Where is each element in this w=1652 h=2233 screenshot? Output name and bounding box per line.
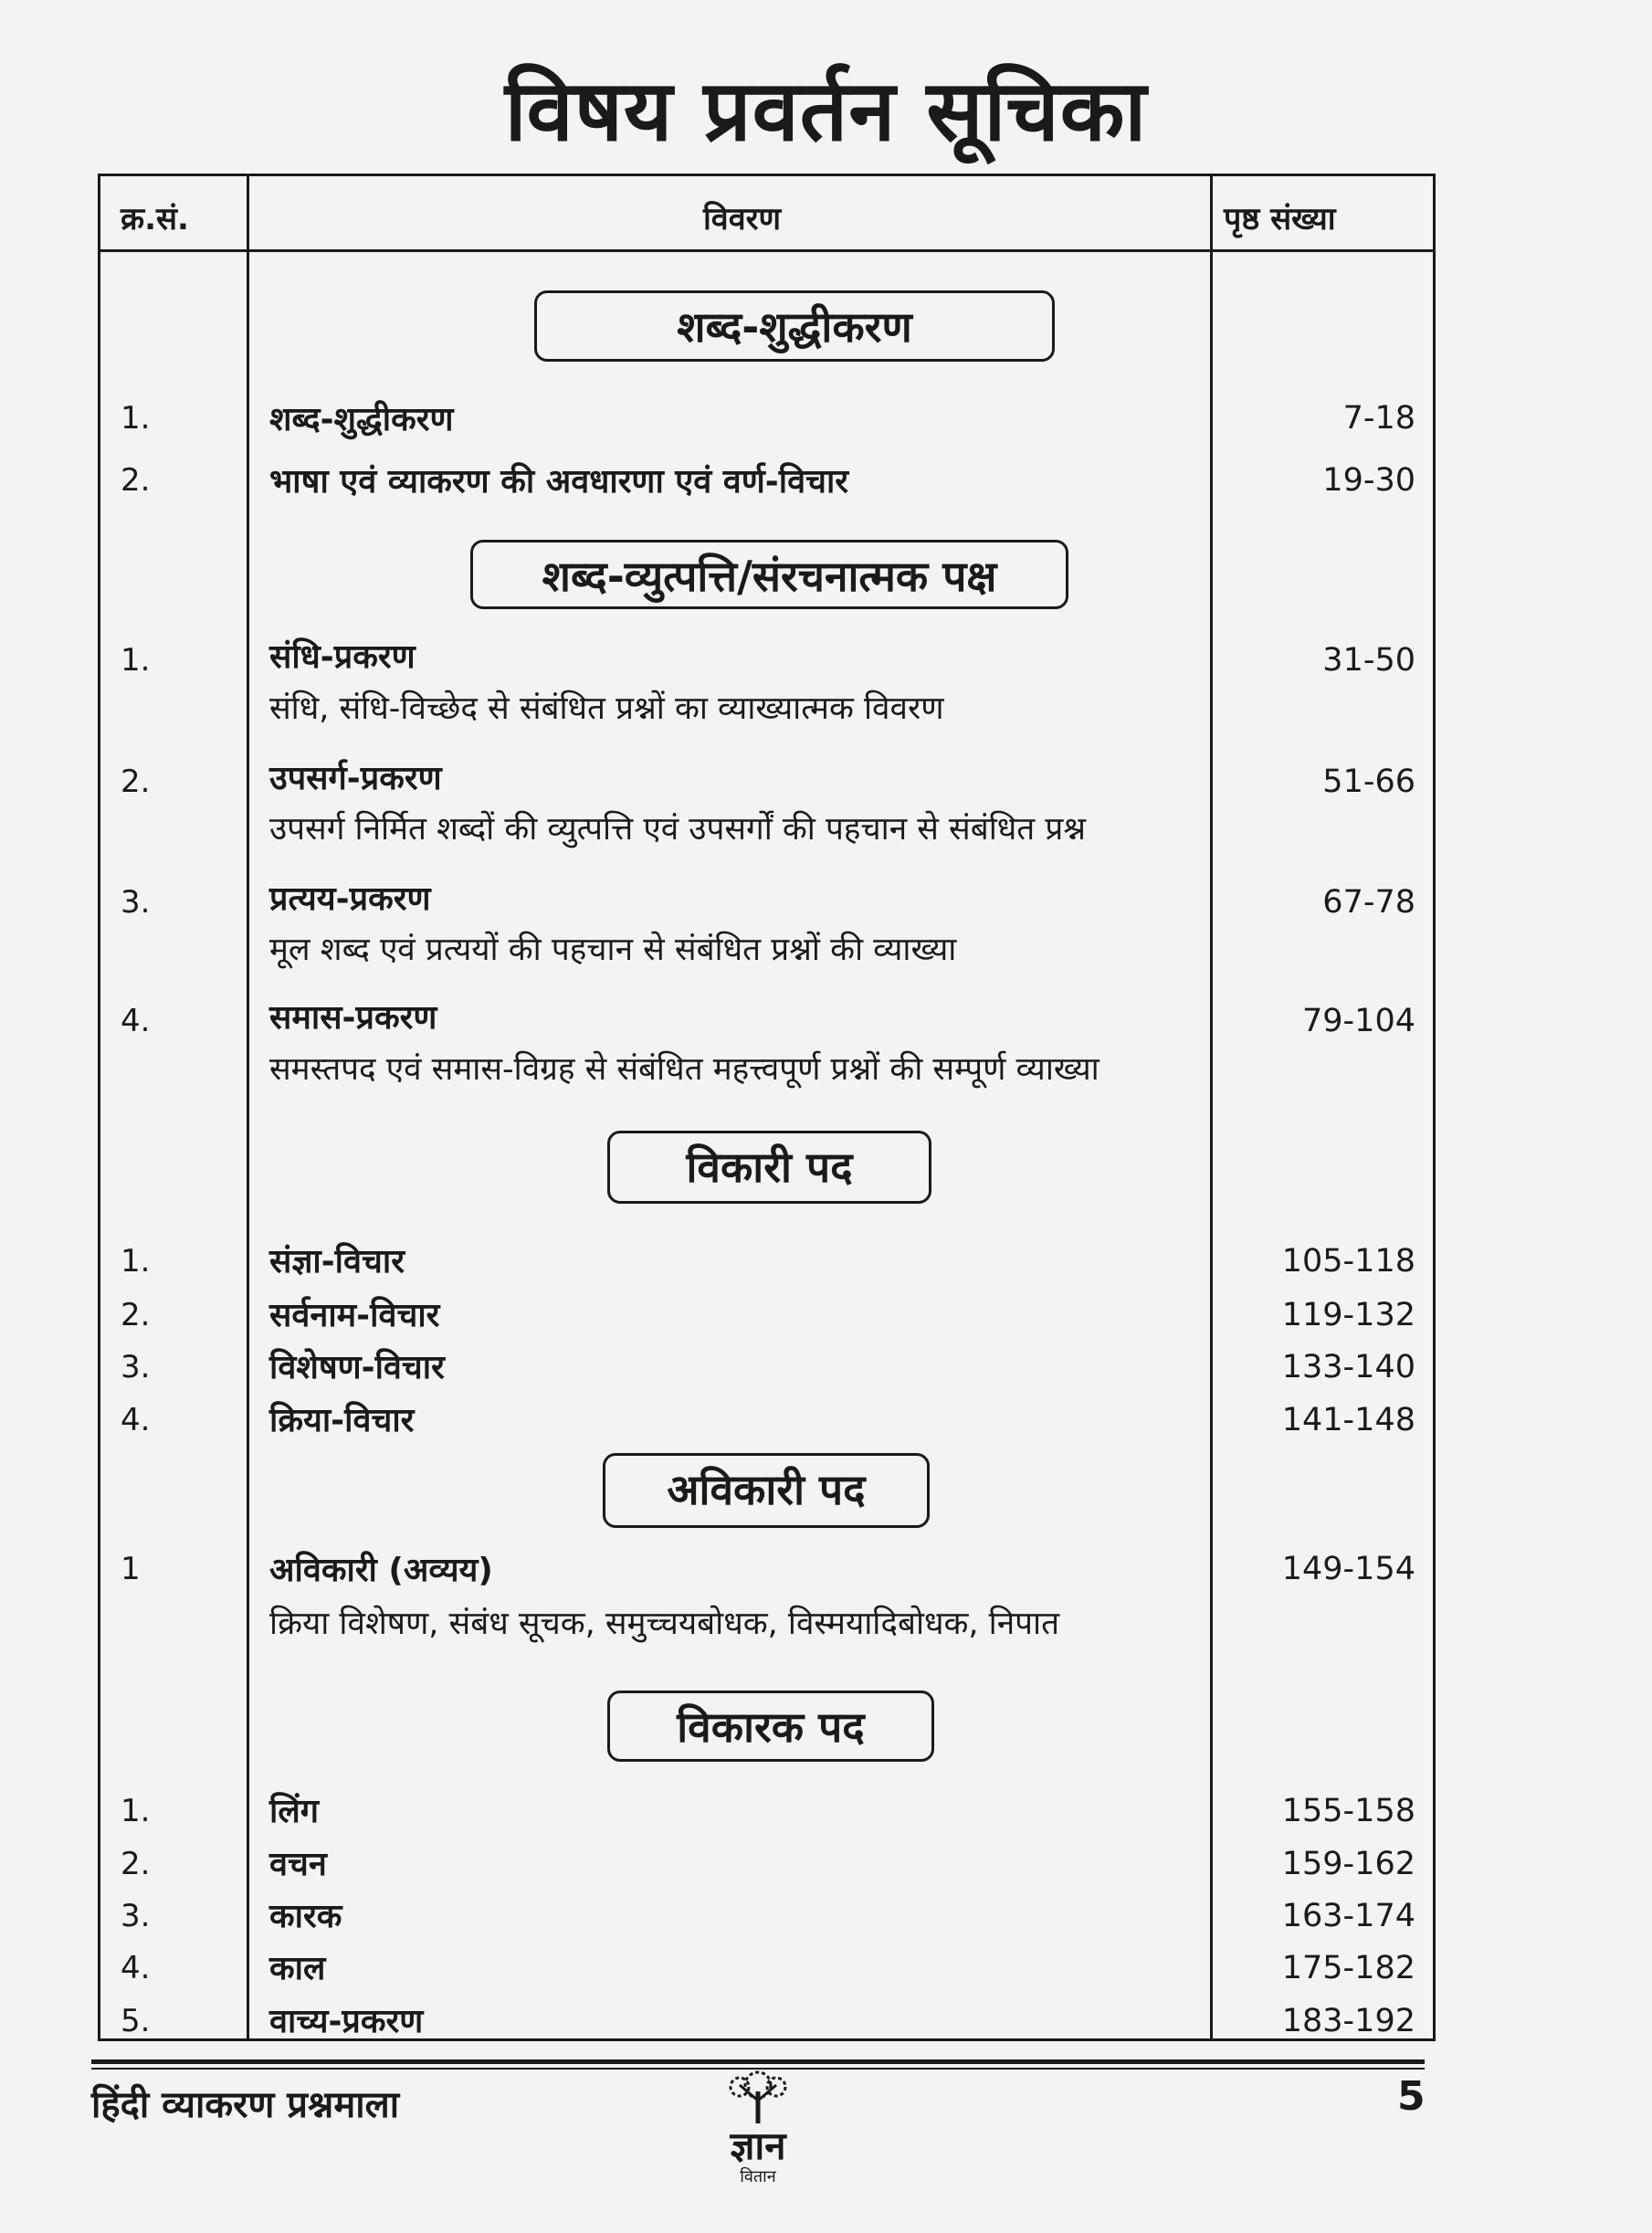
entry-title: लिंग <box>269 1793 320 1830</box>
entry-serial: 4. <box>121 1402 151 1438</box>
entry-title: भाषा एवं व्याकरण की अवधारणा एवं वर्ण-विचार <box>269 463 848 500</box>
section-heading: विकारी पद <box>607 1131 931 1204</box>
entry-pages: 149-154 <box>1281 1551 1415 1587</box>
entry-pages: 133-140 <box>1281 1349 1415 1385</box>
entry-serial: 2. <box>121 764 151 800</box>
entry-pages: 51-66 <box>1322 764 1415 800</box>
section-heading: अविकारी पद <box>603 1453 930 1528</box>
section-heading: विकारक पद <box>607 1691 934 1762</box>
entry-serial: 1. <box>121 642 151 679</box>
entry-serial: 3. <box>121 1349 151 1385</box>
entry-serial: 2. <box>121 1846 151 1882</box>
footer-rule <box>91 2059 1425 2064</box>
logo-subtext: वितान <box>740 2167 776 2186</box>
page-number: 5 <box>1397 2073 1426 2120</box>
entry-pages: 67-78 <box>1322 884 1415 921</box>
entry-title: वचन <box>269 1846 327 1883</box>
toc-table <box>98 174 1436 2041</box>
header-divider <box>100 249 1433 252</box>
section-heading: शब्द-व्युत्पत्ति/संरचनात्मक पक्ष <box>470 540 1068 609</box>
entry-pages: 163-174 <box>1281 1898 1415 1934</box>
entry-title: संज्ञा-विचार <box>269 1243 405 1280</box>
page-title: विषय प्रवर्तन सूचिका <box>504 62 1148 160</box>
entry-pages: 183-192 <box>1281 2003 1415 2039</box>
entry-serial: 2. <box>121 1297 151 1333</box>
entry-description: उपसर्ग निर्मित शब्दों की व्युत्पत्ति एवं उपसर्गों की पहचान से संबंधित प्रश्न <box>269 811 1087 848</box>
entry-serial: 2. <box>121 462 151 499</box>
entry-title: विशेषण-विचार <box>269 1349 445 1386</box>
entry-serial: 3. <box>121 884 151 921</box>
entry-pages: 7-18 <box>1342 400 1415 437</box>
header-page: पृष्ठ संख्या <box>1224 201 1336 237</box>
entry-pages: 19-30 <box>1322 462 1415 499</box>
section-heading: शब्द-शुद्धीकरण <box>534 290 1055 362</box>
entry-serial: 4. <box>121 1950 151 1986</box>
tree-icon <box>717 2069 799 2123</box>
column-divider <box>1210 176 1213 2038</box>
entry-pages: 155-158 <box>1281 1793 1415 1829</box>
header-serial: क्र.सं. <box>121 201 189 237</box>
entry-pages: 159-162 <box>1281 1846 1415 1882</box>
entry-description: संधि, संधि-विच्छेद से संबंधित प्रश्नों का व्याख्यात्मक विवरण <box>269 690 944 727</box>
entry-description: क्रिया विशेषण, संबंध सूचक, समुच्चयबोधक, विस्मयादिबोधक, निपात <box>269 1606 1060 1642</box>
entry-title: संधि-प्रकरण <box>269 638 416 676</box>
logo-text: ज्ञान <box>730 2123 786 2168</box>
entry-serial: 1 <box>121 1551 141 1587</box>
entry-pages: 141-148 <box>1281 1402 1415 1438</box>
entry-title: प्रत्यय-प्रकरण <box>269 880 431 918</box>
entry-title: काल <box>269 1950 326 1987</box>
entry-pages: 79-104 <box>1302 1003 1415 1039</box>
entry-serial: 4. <box>121 1003 151 1039</box>
footer-book-title: हिंदी व्याकरण प्रश्नमाला <box>91 2084 400 2126</box>
entry-serial: 1. <box>121 1793 151 1829</box>
entry-title: वाच्य-प्रकरण <box>269 2003 424 2040</box>
entry-title: क्रिया-विचार <box>269 1402 415 1439</box>
entry-title: उपसर्ग-प्रकरण <box>269 760 442 797</box>
entry-title: सर्वनाम-विचार <box>269 1297 440 1334</box>
column-divider <box>247 176 249 2038</box>
entry-title: अविकारी (अव्यय) <box>269 1552 493 1589</box>
entry-pages: 119-132 <box>1281 1297 1415 1333</box>
entry-title: शब्द-शुद्धीकरण <box>269 401 454 438</box>
entry-pages: 175-182 <box>1281 1950 1415 1986</box>
entry-description: समस्तपद एवं समास-विग्रह से संबंधित महत्त्वपूर्ण प्रश्नों की सम्पूर्ण व्याख्या <box>269 1051 1100 1088</box>
entry-serial: 5. <box>121 2003 151 2039</box>
publisher-logo <box>708 2069 808 2196</box>
entry-pages: 31-50 <box>1322 642 1415 679</box>
entry-serial: 1. <box>121 400 151 437</box>
entry-title: समास-प्रकरण <box>269 999 437 1037</box>
entry-title: कारक <box>269 1898 342 1935</box>
entry-pages: 105-118 <box>1281 1243 1415 1280</box>
entry-description: मूल शब्द एवं प्रत्ययों की पहचान से संबंधित प्रश्नों की व्याख्या <box>269 932 957 968</box>
entry-serial: 3. <box>121 1898 151 1934</box>
entry-serial: 1. <box>121 1243 151 1280</box>
header-description: विवरण <box>703 201 782 237</box>
